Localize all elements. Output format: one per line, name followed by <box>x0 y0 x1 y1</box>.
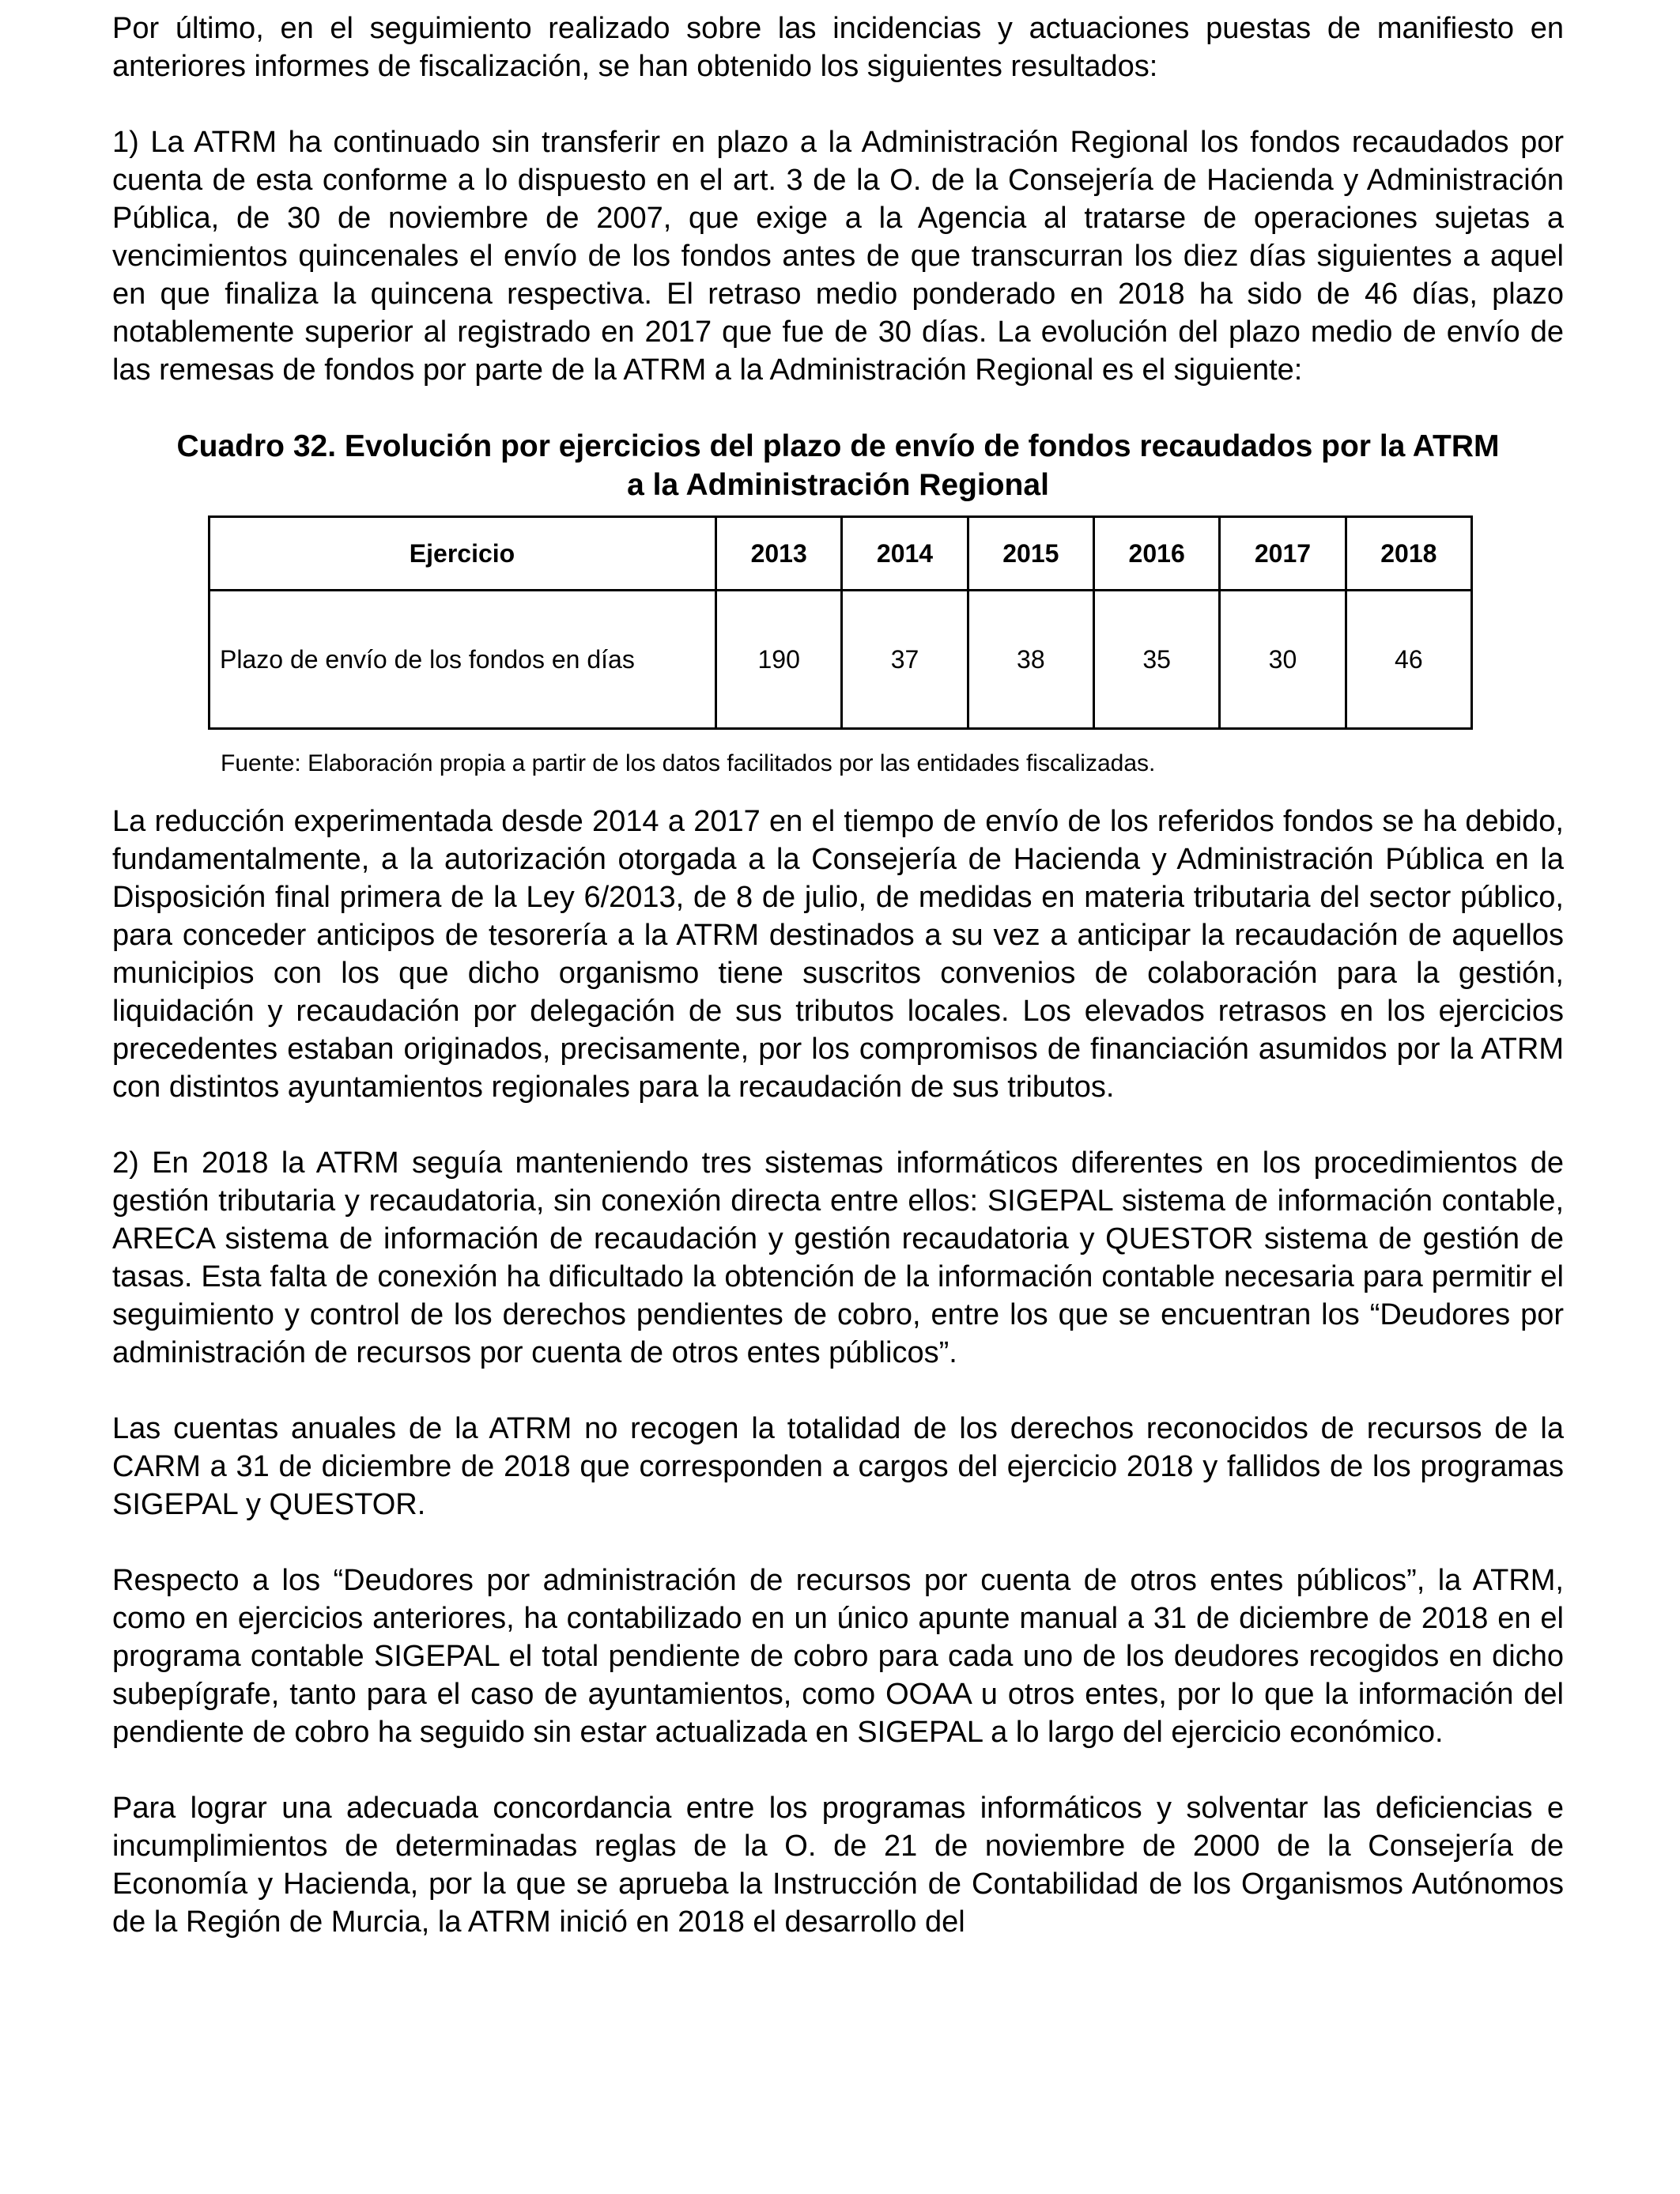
table-cell: 190 <box>716 591 842 729</box>
table-header-cell: 2017 <box>1220 517 1346 591</box>
paragraph-point-2: 2) En 2018 la ATRM seguía manteniendo tres sistemas informáticos diferentes en los procedimientos de gestión tributaria y recaudatoria, sin conexión directa entre ellos: SIGEPAL sistema de información contable, ARECA sistema de información de recaudación y gestión recaudatoria y QUESTOR sistema de gestión de tasas. Esta falta de conexión ha dificultado la obtención de la información contable necesaria para permitir el seguimiento y control de los derechos pendientes de cobro, entre los que se encuentran los “Deudores por administración de recursos por cuenta de otros entes públicos”. <box>112 1146 1564 1369</box>
paragraph-intro: Por último, en el seguimiento realizado sobre las incidencias y actuaciones puestas de manifiesto en anteriores informes de fiscalización, se han obtenido los siguientes resultados: <box>112 12 1564 83</box>
table-cell: 37 <box>842 591 968 729</box>
table-source-note: Fuente: Elaboración propia a partir de los datos facilitados por las entidades fiscalizadas. <box>221 750 1156 776</box>
table-header-cell: 2018 <box>1346 517 1471 591</box>
table-header-cell: 2014 <box>842 517 968 591</box>
funds-delay-table <box>208 515 1473 730</box>
table-cell: 46 <box>1346 591 1471 729</box>
table-caption <box>112 427 1564 504</box>
table-cell: 38 <box>968 591 1093 729</box>
table-header-cell: Ejercicio <box>210 517 716 591</box>
table-caption-line-2: a la Administración Regional <box>627 468 1049 502</box>
paragraph-annual-accounts: Las cuentas anuales de la ATRM no recogen la totalidad de los derechos reconocidos de recursos de la CARM a 31 de diciembre de 2018 que corresponden a cargos del ejercicio 2018 y fallidos de los programas SIGEPAL y QUESTOR. <box>112 1412 1564 1521</box>
table-header-cell: 2016 <box>1093 517 1219 591</box>
table-header-row <box>210 517 1472 591</box>
paragraph-concordance: Para lograr una adecuada concordancia entre los programas informáticos y solventar las deficiencias e incumplimientos de determinadas reglas de la O. de 21 de noviembre de 2000 de la Consejería de Economía y Hacienda, por la que se aprueba la Instrucción de Contabilidad de los Organismos Autónomos de la Región de Murcia, la ATRM inició en 2018 el desarrollo del <box>112 1792 1564 1939</box>
paragraph-reduction: La reducción experimentada desde 2014 a 2017 en el tiempo de envío de los referidos fondos se ha debido, fundamentalmente, a la autorización otorgada a la Consejería de Hacienda y Administración Pública en la Disposición final primera de la Ley 6/2013, de 8 de julio, de medidas en materia tributaria del sector público, para conceder anticipos de tesorería a la ATRM destinados a su vez a anticipar la recaudación de aquellos municipios con los que dicho organismo tiene suscritos convenios de colaboración para la gestión, liquidación y recaudación por delegación de sus tributos locales. Los elevados retrasos en los ejercicios precedentes estaban originados, precisamente, por los compromisos de financiación asumidos por la ATRM con distintos ayuntamientos regionales para la recaudación de sus tributos. <box>112 805 1564 1104</box>
table-cell: 30 <box>1220 591 1346 729</box>
table-row <box>210 591 1472 729</box>
table-header-cell: 2013 <box>716 517 842 591</box>
table-row-label: Plazo de envío de los fondos en días <box>210 591 716 729</box>
table-caption-line-1: Cuadro 32. Evolución por ejercicios del plazo de envío de fondos recaudados por la ATRM <box>176 429 1500 463</box>
paragraph-point-1: 1) La ATRM ha continuado sin transferir en plazo a la Administración Regional los fondos recaudados por cuenta de esta conforme a lo dispuesto en el art. 3 de la O. de la Consejería de Hacienda y Administración Pública, de 30 de noviembre de 2007, que exige a la Agencia al tratarse de operaciones sujetas a vencimientos quincenales el envío de los fondos antes de que transcurran los diez días siguientes a aquel en que finaliza la quincena respectiva. El retraso medio ponderado en 2018 ha sido de 46 días, plazo notablemente superior al registrado en 2017 que fue de 30 días. La evolución del plazo medio de envío de las remesas de fondos por parte de la ATRM a la Administración Regional es el siguiente: <box>112 126 1564 387</box>
table-cell: 35 <box>1093 591 1219 729</box>
document-page <box>112 9 1564 1941</box>
paragraph-debtors: Respecto a los “Deudores por administración de recursos por cuenta de otros entes públicos”, la ATRM, como en ejercicios anteriores, ha contabilizado en un único apunte manual a 31 de diciembre de 2018 en el programa contable SIGEPAL el total pendiente de cobro para cada uno de los deudores recogidos en dicho subepígrafe, tanto para el caso de ayuntamientos, como OOAA u otros entes, por lo que la información del pendiente de cobro ha seguido sin estar actualizada en SIGEPAL a lo largo del ejercicio económico. <box>112 1564 1564 1749</box>
table-header-cell: 2015 <box>968 517 1093 591</box>
